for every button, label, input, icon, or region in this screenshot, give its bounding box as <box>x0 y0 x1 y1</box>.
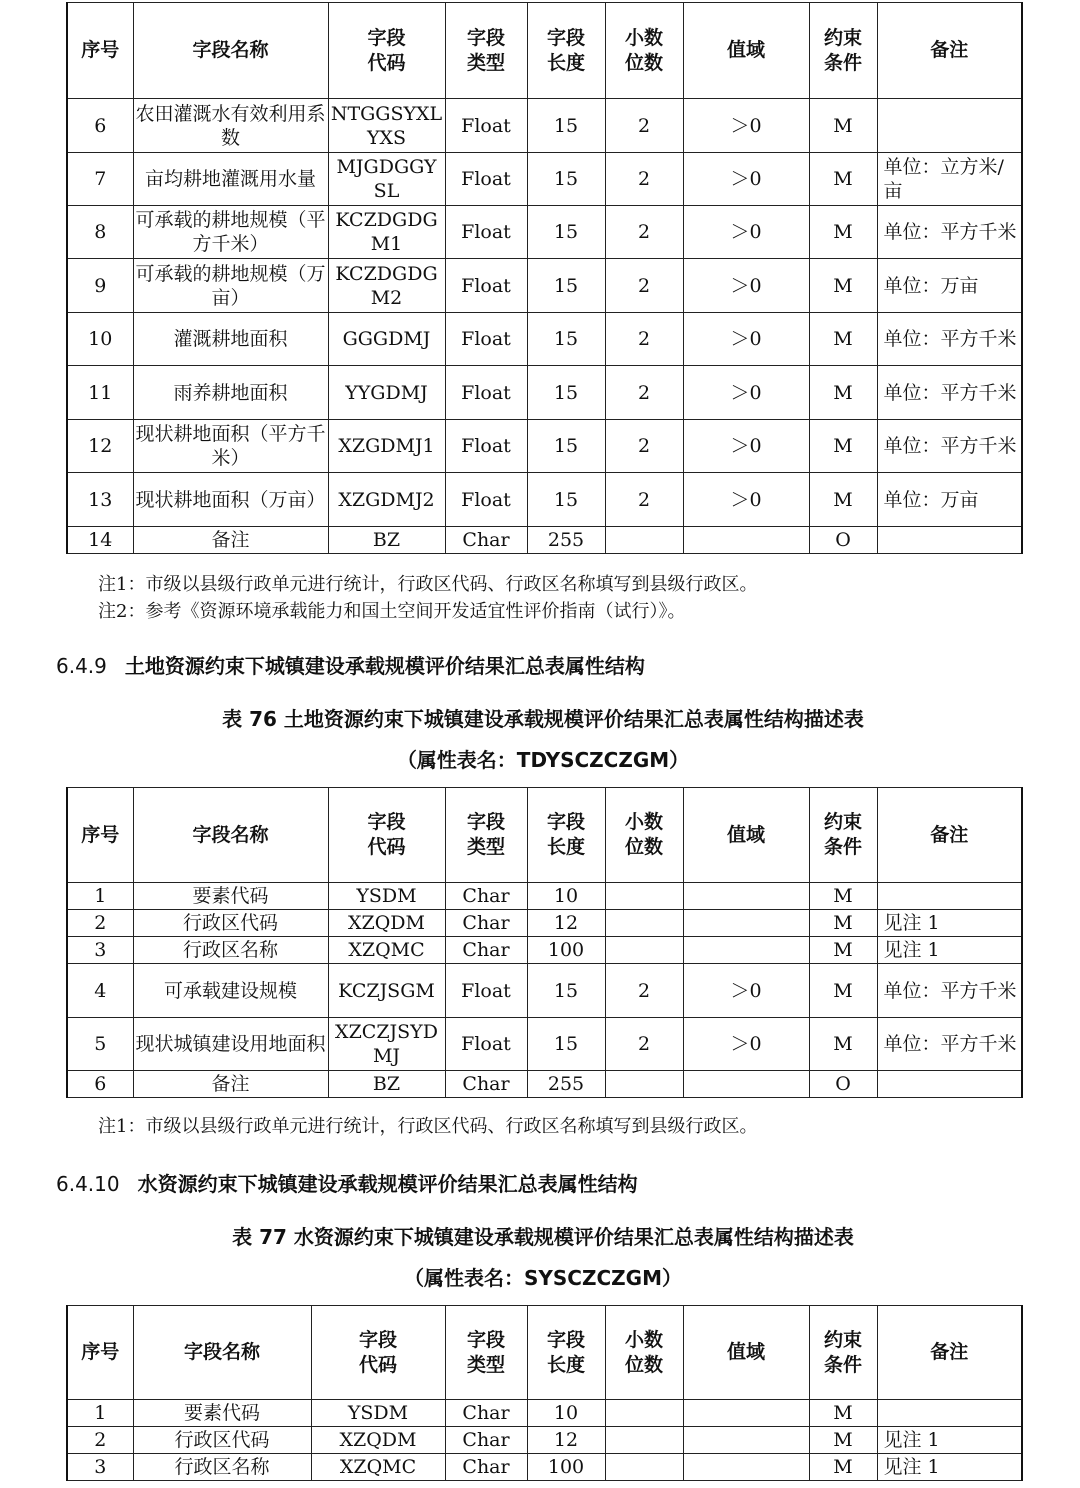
cell-field-name: 行政区代码 <box>133 1427 311 1454</box>
cell-field-type: Char <box>445 883 527 910</box>
cell-remark <box>877 1071 1022 1098</box>
cell-decimals: 2 <box>605 1018 683 1071</box>
cell-field-type: Float <box>445 1018 527 1071</box>
section-number: 6.4.9 <box>56 654 107 678</box>
cell-field-type: Char <box>445 1427 527 1454</box>
cell-seq: 3 <box>67 937 133 964</box>
cell-field-type: Float <box>445 99 527 153</box>
cell-field-length: 100 <box>527 937 605 964</box>
cell-value-range <box>683 1071 809 1098</box>
table-caption: 表 76 土地资源约束下城镇建设承载规模评价结果汇总表属性结构描述表 <box>222 707 864 731</box>
cell-seq: 8 <box>67 206 133 259</box>
cell-seq: 2 <box>67 1427 133 1454</box>
cell-field-type: Float <box>445 964 527 1018</box>
cell-field-code: XZGDMJ2 <box>328 473 445 527</box>
column-header-seq: 序号 <box>67 1306 133 1400</box>
cell-decimals <box>605 1071 683 1098</box>
cell-seq: 6 <box>67 99 133 153</box>
cell-decimals: 2 <box>605 366 683 420</box>
section-number: 6.4.10 <box>56 1172 120 1196</box>
table-row <box>67 1454 1022 1481</box>
cell-value-range <box>683 883 809 910</box>
cell-constraint: M <box>809 259 877 313</box>
cell-decimals <box>605 883 683 910</box>
cell-field-name: 行政区名称 <box>133 1454 311 1481</box>
cell-decimals <box>605 527 683 554</box>
cell-remark: 见注 1 <box>877 910 1022 937</box>
cell-seq: 3 <box>67 1454 133 1481</box>
column-header-field-code: 字段 代码 <box>328 788 445 883</box>
cell-field-type: Char <box>445 1071 527 1098</box>
table-row <box>67 259 1022 313</box>
table-row <box>67 910 1022 937</box>
cell-field-length: 15 <box>527 473 605 527</box>
cell-field-type: Float <box>445 206 527 259</box>
cell-constraint: M <box>809 910 877 937</box>
cell-value-range <box>683 910 809 937</box>
cell-remark: 单位：万亩 <box>877 473 1022 527</box>
table-row <box>67 883 1022 910</box>
cell-remark: 单位：平方千米 <box>877 420 1022 473</box>
section-title: 水资源约束下城镇建设承载规模评价结果汇总表属性结构 <box>137 1172 638 1196</box>
cell-decimals: 2 <box>605 206 683 259</box>
column-header-constraint: 约束 条件 <box>809 1306 877 1400</box>
cell-remark: 单位：平方千米 <box>877 313 1022 366</box>
cell-decimals <box>605 1427 683 1454</box>
cell-field-code: XZQDM <box>311 1427 445 1454</box>
cell-field-code: KCZJSGM <box>328 964 445 1018</box>
cell-seq: 6 <box>67 1071 133 1098</box>
cell-field-code: NTGGSYXLYXS <box>328 99 445 153</box>
cell-constraint: M <box>809 420 877 473</box>
cell-decimals: 2 <box>605 153 683 206</box>
field-table-76 <box>66 787 1023 1098</box>
column-header-decimals: 小数 位数 <box>605 3 683 99</box>
cell-field-code: KCZDGDGM2 <box>328 259 445 313</box>
cell-field-name: 现状耕地面积（平方千米） <box>133 420 328 473</box>
cell-remark: 单位：万亩 <box>877 259 1022 313</box>
column-header-seq: 序号 <box>67 3 133 99</box>
cell-field-length: 15 <box>527 153 605 206</box>
cell-remark: 见注 1 <box>877 937 1022 964</box>
cell-field-name: 要素代码 <box>133 883 328 910</box>
table-header-row <box>67 1306 1022 1400</box>
cell-remark: 单位：平方千米 <box>877 206 1022 259</box>
cell-value-range: ＞0 <box>683 473 809 527</box>
table-caption: 表 77 水资源约束下城镇建设承载规模评价结果汇总表属性结构描述表 <box>232 1225 854 1249</box>
table-row <box>67 313 1022 366</box>
column-header-field-code: 字段 代码 <box>328 3 445 99</box>
column-header-seq: 序号 <box>67 788 133 883</box>
cell-field-type: Char <box>445 1454 527 1481</box>
column-header-field-type: 字段 类型 <box>445 3 527 99</box>
cell-field-name: 可承载的耕地规模（平方千米） <box>133 206 328 259</box>
cell-decimals: 2 <box>605 99 683 153</box>
cell-value-range <box>683 937 809 964</box>
cell-field-name: 现状城镇建设用地面积 <box>133 1018 328 1071</box>
cell-seq: 2 <box>67 910 133 937</box>
cell-constraint: O <box>809 1071 877 1098</box>
cell-decimals <box>605 910 683 937</box>
cell-field-name: 雨养耕地面积 <box>133 366 328 420</box>
table-note: 注2：参考《资源环境承载能力和国土空间开发适宜性评价指南（试行）》。 <box>98 601 686 622</box>
column-header-field-name: 字段名称 <box>133 788 328 883</box>
column-header-remark: 备注 <box>877 1306 1022 1400</box>
cell-constraint: M <box>809 99 877 153</box>
column-header-value-range: 值域 <box>683 3 809 99</box>
cell-remark <box>877 527 1022 554</box>
cell-constraint: M <box>809 1427 877 1454</box>
cell-field-name: 行政区代码 <box>133 910 328 937</box>
cell-remark: 见注 1 <box>877 1427 1022 1454</box>
cell-seq: 9 <box>67 259 133 313</box>
cell-field-name: 亩均耕地灌溉用水量 <box>133 153 328 206</box>
column-header-field-length: 字段 长度 <box>527 1306 605 1400</box>
table-row <box>67 99 1022 153</box>
column-header-field-length: 字段 长度 <box>527 3 605 99</box>
column-header-field-name: 字段名称 <box>133 1306 311 1400</box>
cell-field-length: 100 <box>527 1454 605 1481</box>
cell-seq: 13 <box>67 473 133 527</box>
cell-value-range: ＞0 <box>683 964 809 1018</box>
cell-decimals <box>605 1400 683 1427</box>
cell-seq: 10 <box>67 313 133 366</box>
cell-field-length: 12 <box>527 1427 605 1454</box>
cell-decimals: 2 <box>605 420 683 473</box>
cell-decimals <box>605 937 683 964</box>
section-heading <box>56 650 645 679</box>
column-header-field-code: 字段 代码 <box>311 1306 445 1400</box>
cell-decimals: 2 <box>605 313 683 366</box>
cell-field-type: Float <box>445 473 527 527</box>
table-row <box>67 1427 1022 1454</box>
cell-remark <box>877 99 1022 153</box>
table-header-row <box>67 788 1022 883</box>
cell-field-code: GGGDMJ <box>328 313 445 366</box>
cell-field-code: XZCZJSYDMJ <box>328 1018 445 1071</box>
column-header-value-range: 值域 <box>683 1306 809 1400</box>
cell-field-name: 灌溉耕地面积 <box>133 313 328 366</box>
cell-field-type: Char <box>445 937 527 964</box>
cell-field-type: Float <box>445 366 527 420</box>
cell-field-length: 10 <box>527 1400 605 1427</box>
cell-value-range: ＞0 <box>683 99 809 153</box>
cell-field-type: Char <box>445 527 527 554</box>
table-row <box>67 153 1022 206</box>
cell-decimals: 2 <box>605 259 683 313</box>
cell-field-length: 255 <box>527 1071 605 1098</box>
cell-field-length: 255 <box>527 527 605 554</box>
cell-remark: 单位：平方千米 <box>877 366 1022 420</box>
column-header-field-type: 字段 类型 <box>445 1306 527 1400</box>
cell-value-range: ＞0 <box>683 366 809 420</box>
column-header-decimals: 小数 位数 <box>605 788 683 883</box>
section-heading <box>56 1168 638 1197</box>
section-title: 土地资源约束下城镇建设承载规模评价结果汇总表属性结构 <box>124 654 645 678</box>
cell-field-length: 15 <box>527 1018 605 1071</box>
column-header-field-type: 字段 类型 <box>445 788 527 883</box>
cell-field-code: YYGDMJ <box>328 366 445 420</box>
cell-remark: 见注 1 <box>877 1454 1022 1481</box>
field-table-77 <box>66 1305 1023 1481</box>
cell-field-code: BZ <box>328 527 445 554</box>
column-header-remark: 备注 <box>877 3 1022 99</box>
cell-value-range <box>683 1427 809 1454</box>
cell-field-name: 要素代码 <box>133 1400 311 1427</box>
cell-field-name: 行政区名称 <box>133 937 328 964</box>
column-header-constraint: 约束 条件 <box>809 3 877 99</box>
cell-field-length: 10 <box>527 883 605 910</box>
field-table-continued <box>66 2 1023 554</box>
cell-value-range <box>683 1400 809 1427</box>
cell-field-length: 15 <box>527 420 605 473</box>
cell-value-range: ＞0 <box>683 259 809 313</box>
cell-constraint: M <box>809 366 877 420</box>
cell-value-range: ＞0 <box>683 313 809 366</box>
cell-field-code: YSDM <box>311 1400 445 1427</box>
cell-constraint: O <box>809 527 877 554</box>
cell-field-length: 15 <box>527 964 605 1018</box>
cell-field-type: Float <box>445 420 527 473</box>
table-row <box>67 206 1022 259</box>
cell-constraint: M <box>809 313 877 366</box>
cell-field-length: 15 <box>527 259 605 313</box>
column-header-field-length: 字段 长度 <box>527 788 605 883</box>
column-header-field-name: 字段名称 <box>133 3 328 99</box>
cell-decimals <box>605 1454 683 1481</box>
cell-field-code: XZQDM <box>328 910 445 937</box>
cell-remark <box>877 1400 1022 1427</box>
table-note: 注1：市级以县级行政单元进行统计，行政区代码、行政区名称填写到县级行政区。 <box>98 574 758 595</box>
table-row <box>67 964 1022 1018</box>
column-header-remark: 备注 <box>877 788 1022 883</box>
table-subcaption: （属性表名：SYSCZCZGM） <box>404 1266 682 1290</box>
cell-field-name: 农田灌溉水有效利用系数 <box>133 99 328 153</box>
cell-remark: 单位：平方千米 <box>877 964 1022 1018</box>
cell-value-range <box>683 1454 809 1481</box>
cell-constraint: M <box>809 473 877 527</box>
table-row <box>67 937 1022 964</box>
column-header-constraint: 约束 条件 <box>809 788 877 883</box>
table-row <box>67 527 1022 554</box>
cell-constraint: M <box>809 153 877 206</box>
table-header-row <box>67 3 1022 99</box>
cell-field-length: 15 <box>527 206 605 259</box>
cell-constraint: M <box>809 1018 877 1071</box>
cell-seq: 4 <box>67 964 133 1018</box>
cell-field-name: 备注 <box>133 1071 328 1098</box>
cell-remark: 单位：平方千米 <box>877 1018 1022 1071</box>
cell-field-length: 15 <box>527 366 605 420</box>
cell-field-code: XZGDMJ1 <box>328 420 445 473</box>
cell-remark: 单位：立方米/亩 <box>877 153 1022 206</box>
table-row <box>67 420 1022 473</box>
cell-constraint: M <box>809 1400 877 1427</box>
cell-field-code: YSDM <box>328 883 445 910</box>
cell-seq: 12 <box>67 420 133 473</box>
cell-field-code: XZQMC <box>311 1454 445 1481</box>
cell-seq: 1 <box>67 1400 133 1427</box>
cell-seq: 5 <box>67 1018 133 1071</box>
table-row <box>67 1071 1022 1098</box>
cell-seq: 14 <box>67 527 133 554</box>
table-row <box>67 366 1022 420</box>
cell-constraint: M <box>809 883 877 910</box>
cell-field-length: 15 <box>527 313 605 366</box>
cell-field-code: MJGDGGYSL <box>328 153 445 206</box>
cell-field-code: KCZDGDGM1 <box>328 206 445 259</box>
column-header-decimals: 小数 位数 <box>605 1306 683 1400</box>
cell-value-range: ＞0 <box>683 420 809 473</box>
cell-field-length: 15 <box>527 99 605 153</box>
cell-constraint: M <box>809 964 877 1018</box>
cell-field-length: 12 <box>527 910 605 937</box>
cell-constraint: M <box>809 1454 877 1481</box>
cell-field-type: Char <box>445 910 527 937</box>
cell-seq: 7 <box>67 153 133 206</box>
cell-field-name: 可承载建设规模 <box>133 964 328 1018</box>
table-subcaption: （属性表名：TDYSCZCZGM） <box>396 748 690 772</box>
cell-field-type: Float <box>445 153 527 206</box>
cell-constraint: M <box>809 937 877 964</box>
cell-field-type: Char <box>445 1400 527 1427</box>
cell-field-name: 现状耕地面积（万亩） <box>133 473 328 527</box>
column-header-value-range: 值域 <box>683 788 809 883</box>
cell-value-range: ＞0 <box>683 1018 809 1071</box>
cell-field-name: 备注 <box>133 527 328 554</box>
cell-field-code: BZ <box>328 1071 445 1098</box>
cell-value-range: ＞0 <box>683 206 809 259</box>
cell-decimals: 2 <box>605 964 683 1018</box>
cell-value-range: ＞0 <box>683 153 809 206</box>
table-note: 注1：市级以县级行政单元进行统计，行政区代码、行政区名称填写到县级行政区。 <box>98 1116 758 1137</box>
cell-field-type: Float <box>445 259 527 313</box>
table-row <box>67 1400 1022 1427</box>
cell-remark <box>877 883 1022 910</box>
cell-decimals: 2 <box>605 473 683 527</box>
cell-constraint: M <box>809 206 877 259</box>
cell-value-range <box>683 527 809 554</box>
cell-field-name: 可承载的耕地规模（万亩） <box>133 259 328 313</box>
cell-field-type: Float <box>445 313 527 366</box>
table-row <box>67 473 1022 527</box>
table-row <box>67 1018 1022 1071</box>
cell-seq: 1 <box>67 883 133 910</box>
cell-field-code: XZQMC <box>328 937 445 964</box>
cell-seq: 11 <box>67 366 133 420</box>
